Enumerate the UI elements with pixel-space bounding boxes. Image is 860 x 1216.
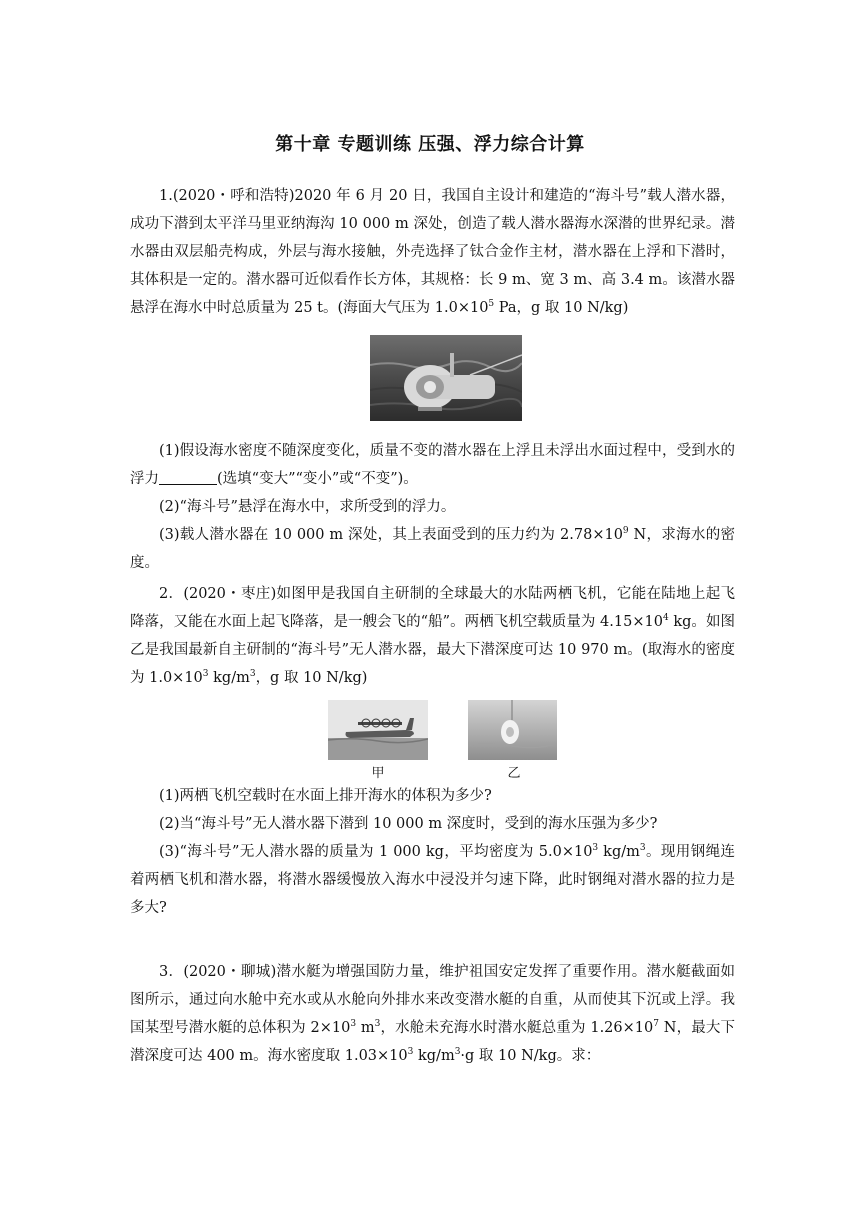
amphibious-plane-photo bbox=[328, 700, 428, 760]
caption-jia: 甲 bbox=[371, 766, 385, 781]
unmanned-submersible-image bbox=[468, 700, 557, 760]
question-2 bbox=[130, 580, 735, 692]
question-2-parts bbox=[130, 782, 735, 922]
question-2-part-1: (1)两栖飞机空载时在水面上排开海水的体积为多少? bbox=[159, 788, 492, 804]
question-1-part-1: (1)假设海水密度不随深度变化，质量不变的潜水器在上浮且未浮出水面过程中，受到水的浮力 (选填“变大”“变小”或“不变”)。 bbox=[130, 443, 735, 487]
question-2-part-2: (2)当“海斗号”无人潜水器下潜到 10 000 m 深度时，受到的海水压强为多少? bbox=[159, 816, 658, 832]
question-1-part-3: (3)载人潜水器在 10 000 m 深处，其上表面受到的压力约为 $2.78\times 10^9$ N，求海水的密度。 bbox=[130, 526, 735, 571]
question-3 bbox=[130, 958, 735, 1070]
submersible-photo bbox=[370, 335, 522, 421]
question-1-part-2: (2)“海斗号”悬浮在海水中，求所受到的浮力。 bbox=[159, 499, 456, 515]
question-3-intro: 3．(2020・聊城)潜水艇为增强国防力量，维护祖国安定发挥了重要作用。潜水艇截面如图所示，通过向水舱中充水或从水舱向外排水来改变潜水艇的自重，从而使其下沉或上浮。我国某型号潜水艇的总体积为 $2\times 10^3$ $m^3$，水舱未充海水时潜水艇总重为 $1.26\times 10^7$ N，最大下潜深度可达 400 m。海水密度取 $1.03\times 10^3$ $kg/m^3\cdot g$ 取 10 N/kg。求： bbox=[130, 964, 736, 1064]
page-title: 第十章 专题训练 压强、浮力综合计算 bbox=[275, 134, 585, 155]
question-2-intro: 2．(2020・枣庄)如图甲是我国自主研制的全球最大的水陆两栖飞机，它能在陆地上起飞降落，又能在水面上起飞降落，是一艘会飞的“船”。两栖飞机空载质量为 $4.15\times 10^4$ kg。如图乙是我国最新自主研制的“海斗号”无人潜水器，最大下潜深度可达 10 970 m。(取海水的密度为 $1.0\times 10^3$ $kg/m^3$，g 取 10 N/kg) bbox=[130, 586, 735, 686]
question-1-parts bbox=[130, 437, 735, 577]
question-1 bbox=[130, 182, 735, 322]
question-1-intro: 1.(2020・呼和浩特)2020 年 6 月 20 日，我国自主设计和建造的“海斗号”载人潜水器，成功下潜到太平洋马里亚纳海沟 10 000 m 深处，创造了载人潜水器海水深潜的世界纪录。潜水器由双层船壳构成，外层与海水接触，外壳选择了钛合金作主材，潜水器在上浮和下潜时，其体积是一定的。潜水器可近似看作长方体，其规格：长 9 m、宽 3 m、高 3.4 m。该潜水器悬浮在海水中时总质量为 25 t。(海面大气压为 $1.0\times 10^5$ Pa，g 取 10 N/kg) bbox=[130, 188, 735, 316]
caption-yi: 乙 bbox=[507, 766, 521, 781]
answer-blank[interactable] bbox=[159, 468, 217, 485]
unmanned-submersible-photo bbox=[468, 700, 557, 760]
question-2-part-3: (3)“海斗号”无人潜水器的质量为 1 000 kg，平均密度为 $5.0\times 10^3$ $kg/m^3$。现用钢绳连着两栖飞机和潜水器，将潜水器缓慢放入海水中浸没并匀速下降，此时钢绳对潜水器的拉力是多大? bbox=[130, 843, 736, 916]
submersible-image bbox=[370, 335, 522, 421]
amphibious-plane-image bbox=[328, 700, 428, 760]
